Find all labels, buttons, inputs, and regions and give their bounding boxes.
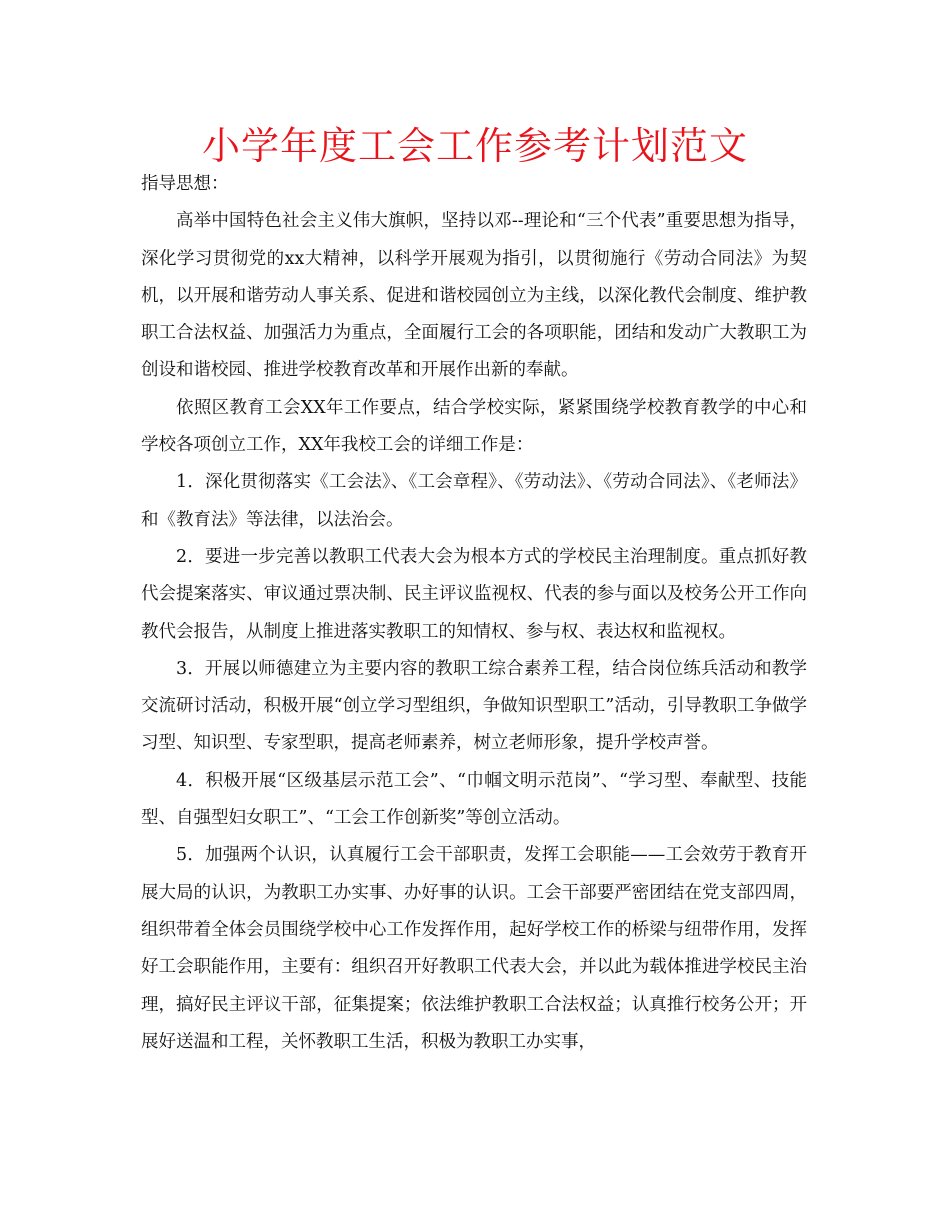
list-item-1: 1．深化贯彻落实《工会法》、《工会章程》、《劳动法》、《劳动合同法》、《老师法》和《教育法》等法律，以法治会。 bbox=[141, 472, 807, 530]
list-item-5: 5．加强两个认识，认真履行工会干部职责，发挥工会职能——工会效劳于教育开展大局的认识，为教职工办实事、办好事的认识。工会干部要严密团结在党支部四周，组织带着全体会员围绕学校中心工作发挥作用，起好学校工作的桥梁与纽带作用，发挥好工会职能作用，主要有：组织召开好教职工代表大会，并以此为载体推进学校民主治理，搞好民主评议干部，征集提案；依法维护教职工合法权益；认真推行校务公开；开展好送温和工程，关怀教职工生活，积极为教职工办实事， bbox=[141, 845, 807, 1052]
list-item-2: 2．要进一步完善以教职工代表大会为根本方式的学校民主治理制度。重点抓好教代会提案落实、审议通过票决制、民主评议监视权、代表的参与面以及校务公开工作向教代会报告，从制度上推进落实教职工的知情权、参与权、表达权和监视权。 bbox=[141, 546, 807, 642]
document-title: 小学年度工会工作参考计划范文 bbox=[201, 124, 748, 168]
document-body bbox=[141, 166, 807, 1061]
paragraph-work-overview: 依照区教育工会XX年工作要点，结合学校实际，紧紧围绕学校教育教学的中心和学校各项创立工作，XX年我校工会的详细工作是： bbox=[141, 397, 807, 456]
list-item-4: 4．积极开展“区级基层示范工会”、“巾帼文明示范岗”、“学习型、奉献型、技能型、自强型妇女职工”、“工会工作创新奖”等创立活动。 bbox=[141, 770, 807, 829]
paragraph-guiding-thought: 高举中国特色社会主义伟大旗帜，坚持以邓--理论和“三个代表”重要思想为指导，深化学习贯彻党的xx大精神，以科学开展观为指引，以贯彻施行《劳动合同法》为契机，以开展和谐劳动人事关系、促进和谐校园创立为主线，以深化教代会制度、维护教职工合法权益、加强活力为重点，全面履行工会的各项职能，团结和发动广大教职工为创设和谐校园、推进学校教育改革和开展作出新的奉献。 bbox=[141, 211, 807, 381]
list-item-3: 3．开展以师德建立为主要内容的教职工综合素养工程，结合岗位练兵活动和教学交流研讨活动，积极开展“创立学习型组织，争做知识型职工”活动，引导教职工争做学习型、知识型、专家型职，提高老师素养，树立老师形象，提升学校声誉。 bbox=[141, 658, 807, 754]
section-heading: 指导思想： bbox=[141, 174, 229, 194]
